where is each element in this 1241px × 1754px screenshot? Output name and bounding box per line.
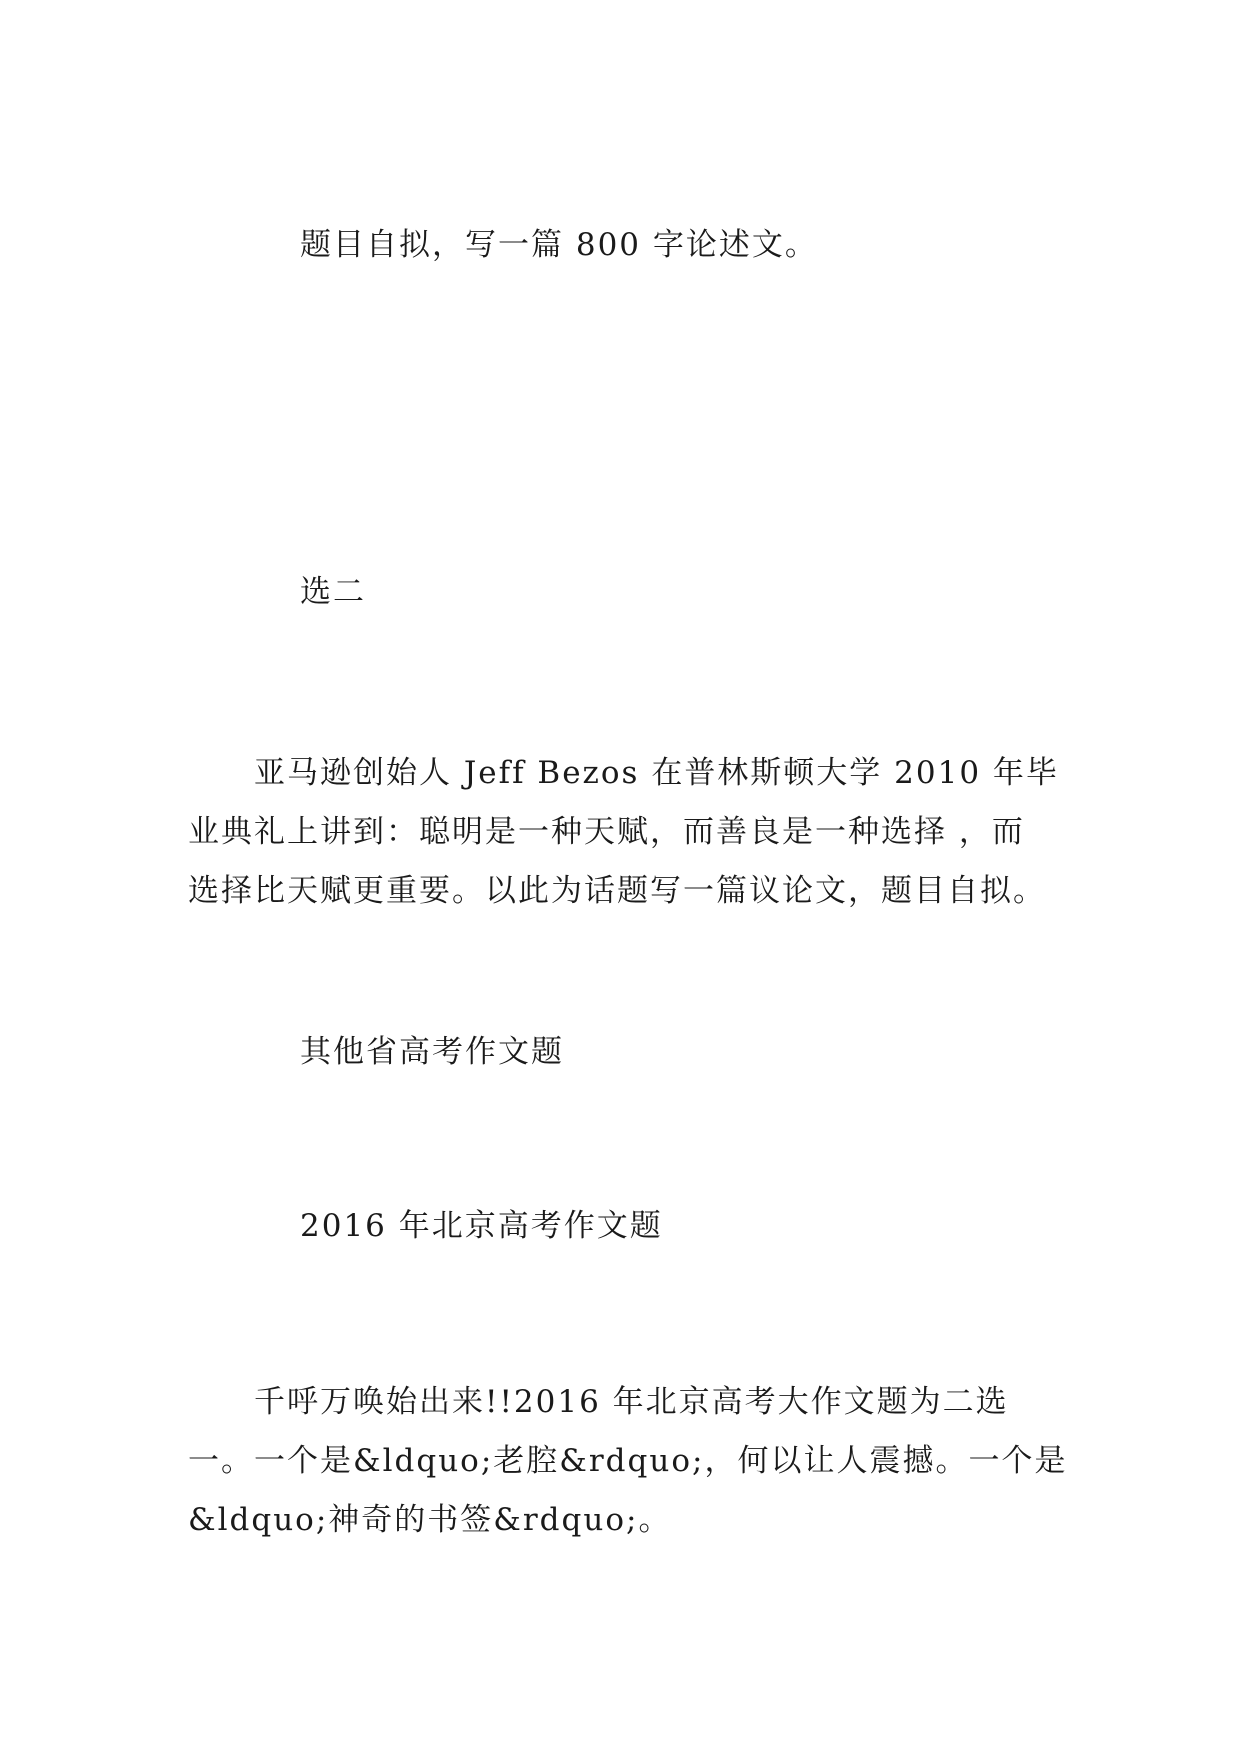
essay-instruction-line: 题目自拟，写一篇 800 字论述文。 — [300, 227, 818, 263]
paragraph-line: 业典礼上讲到：聪明是一种天赋，而善良是一种选择 ，而 — [188, 814, 1025, 850]
paragraph-line: 亚马逊创始人 Jeff Bezos 在普林斯顿大学 2010 年毕 — [188, 755, 1059, 791]
bezos-paragraph — [188, 744, 1068, 921]
paragraph-line: &ldquo;神奇的书签&rdquo;。 — [188, 1502, 672, 1538]
beijing-paragraph — [188, 1373, 1068, 1550]
paragraph-line: 一。一个是&ldquo;老腔&rdquo;，何以让人震撼。一个是 — [188, 1443, 1068, 1479]
paragraph-line: 千呼万唤始出来!!2016 年北京高考大作文题为二选 — [188, 1384, 1009, 1420]
option-two-heading: 选二 — [300, 574, 366, 610]
other-provinces-heading: 其他省高考作文题 — [300, 1034, 564, 1070]
paragraph-line: 选择比天赋更重要。以此为话题写一篇议论文，题目自拟。 — [188, 873, 1046, 909]
beijing-heading: 2016 年北京高考作文题 — [300, 1208, 663, 1244]
